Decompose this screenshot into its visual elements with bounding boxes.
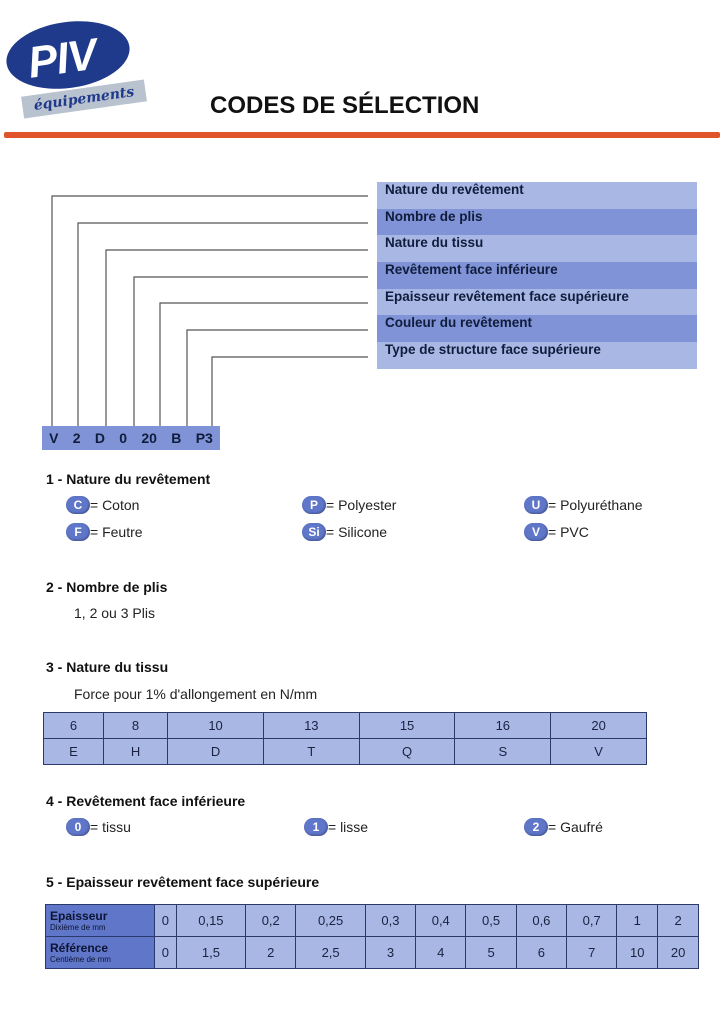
table-cell: 6 bbox=[44, 713, 104, 739]
tissu-table bbox=[43, 712, 647, 765]
option-pvc bbox=[524, 523, 589, 541]
table-cell: 1 bbox=[617, 905, 658, 937]
logo-brand: PIV bbox=[25, 29, 100, 88]
table-cell: 1,5 bbox=[176, 937, 245, 969]
section-1-title: 1 - Nature du revêtement bbox=[46, 471, 211, 487]
code-letter: P3 bbox=[195, 430, 213, 446]
code-letter: 0 bbox=[119, 430, 128, 446]
table-row bbox=[46, 937, 699, 969]
legend-epaisseur-superieure: Epaisseur revêtement face supérieure bbox=[377, 289, 697, 316]
code-chip: C bbox=[66, 496, 90, 514]
code-chip: P bbox=[302, 496, 326, 514]
table-cell: 13 bbox=[263, 713, 359, 739]
table-row bbox=[46, 905, 699, 937]
option-label: = Polyuréthane bbox=[548, 497, 643, 513]
option-coton bbox=[66, 496, 139, 514]
row-header-unit: Dixième de mm bbox=[50, 923, 106, 932]
legend-type-structure: Type de structure face supérieure bbox=[377, 342, 697, 369]
option-polyurethane bbox=[524, 496, 643, 514]
row-header-epaisseur bbox=[46, 905, 155, 937]
code-letter: V bbox=[49, 430, 59, 446]
table-cell: 8 bbox=[103, 713, 167, 739]
table-row bbox=[44, 739, 647, 765]
legend-nature-revetement: Nature du revêtement bbox=[377, 182, 697, 209]
legend-revetement-inferieure: Revêtement face inférieure bbox=[377, 262, 697, 289]
section-3-title: 3 - Nature du tissu bbox=[46, 659, 169, 675]
code-letter: B bbox=[171, 430, 182, 446]
option-label: = tissu bbox=[90, 819, 131, 835]
section-5-title: 5 - Epaisseur revêtement face supérieure bbox=[46, 874, 320, 890]
header-divider bbox=[4, 132, 720, 138]
table-cell: 16 bbox=[455, 713, 551, 739]
option-tissu bbox=[66, 818, 131, 836]
section-3-text: Force pour 1% d'allongement en N/mm bbox=[74, 686, 318, 702]
option-label: = PVC bbox=[548, 524, 589, 540]
table-cell: 15 bbox=[359, 713, 455, 739]
thickness-table bbox=[45, 904, 699, 969]
table-cell: 20 bbox=[551, 713, 647, 739]
code-chip: 2 bbox=[524, 818, 548, 836]
legend-nature-tissu: Nature du tissu bbox=[377, 235, 697, 262]
example-code-strip bbox=[42, 426, 220, 450]
table-cell: 2 bbox=[658, 905, 699, 937]
code-chip: V bbox=[524, 523, 548, 541]
piv-logo bbox=[6, 22, 156, 122]
code-chip: U bbox=[524, 496, 548, 514]
option-label: = lisse bbox=[328, 819, 369, 835]
row-header-unit: Centième de mm bbox=[50, 955, 111, 964]
page-title: CODES DE SÉLECTION bbox=[210, 92, 480, 119]
table-cell: 20 bbox=[658, 937, 699, 969]
table-cell: 7 bbox=[567, 937, 617, 969]
legend-couleur-revetement: Couleur du revêtement bbox=[377, 315, 697, 342]
code-letter: D bbox=[94, 430, 105, 446]
table-cell: V bbox=[551, 739, 647, 765]
table-cell: 5 bbox=[466, 937, 516, 969]
code-connector-lines bbox=[0, 180, 380, 430]
code-chip: Si bbox=[302, 523, 326, 541]
code-legend bbox=[377, 182, 697, 369]
table-cell: 10 bbox=[617, 937, 658, 969]
table-cell: 0,5 bbox=[466, 905, 516, 937]
code-chip: F bbox=[66, 523, 90, 541]
table-cell: 0,7 bbox=[567, 905, 617, 937]
row-header-label: Epaisseur bbox=[50, 909, 108, 923]
section-4-title: 4 - Revêtement face inférieure bbox=[46, 793, 246, 809]
table-cell: E bbox=[44, 739, 104, 765]
row-header-label: Référence bbox=[50, 941, 109, 955]
code-letter: 20 bbox=[141, 430, 157, 446]
option-label: = Silicone bbox=[326, 524, 388, 540]
option-gaufre bbox=[524, 818, 603, 836]
option-label: = Gaufré bbox=[548, 819, 603, 835]
table-cell: 10 bbox=[168, 713, 264, 739]
table-cell: S bbox=[455, 739, 551, 765]
row-header-reference bbox=[46, 937, 155, 969]
option-label: = Feutre bbox=[90, 524, 143, 540]
table-cell: D bbox=[168, 739, 264, 765]
code-chip: 0 bbox=[66, 818, 90, 836]
option-silicone bbox=[302, 523, 387, 541]
option-label: = Polyester bbox=[326, 497, 397, 513]
table-cell: 2 bbox=[246, 937, 296, 969]
legend-nombre-plis: Nombre de plis bbox=[377, 209, 697, 236]
option-polyester bbox=[302, 496, 396, 514]
table-cell: 0,2 bbox=[246, 905, 296, 937]
code-chip: 1 bbox=[304, 818, 328, 836]
table-cell: 6 bbox=[516, 937, 566, 969]
table-cell: 0,25 bbox=[296, 905, 365, 937]
table-cell: 3 bbox=[365, 937, 415, 969]
logo-tagline: équipements bbox=[21, 79, 147, 118]
table-cell: 0 bbox=[155, 905, 177, 937]
option-feutre bbox=[66, 523, 143, 541]
code-letter: 2 bbox=[72, 430, 81, 446]
table-row bbox=[44, 713, 647, 739]
table-cell: H bbox=[103, 739, 167, 765]
table-cell: 0,3 bbox=[365, 905, 415, 937]
table-cell: T bbox=[263, 739, 359, 765]
table-cell: 2,5 bbox=[296, 937, 365, 969]
option-label: = Coton bbox=[90, 497, 140, 513]
table-cell: 0 bbox=[155, 937, 177, 969]
table-cell: 0,4 bbox=[416, 905, 466, 937]
table-cell: 0,15 bbox=[176, 905, 245, 937]
table-cell: 4 bbox=[416, 937, 466, 969]
option-lisse bbox=[304, 818, 368, 836]
section-2-text: 1, 2 ou 3 Plis bbox=[74, 605, 155, 621]
table-cell: Q bbox=[359, 739, 455, 765]
section-2-title: 2 - Nombre de plis bbox=[46, 579, 168, 595]
table-cell: 0,6 bbox=[516, 905, 566, 937]
